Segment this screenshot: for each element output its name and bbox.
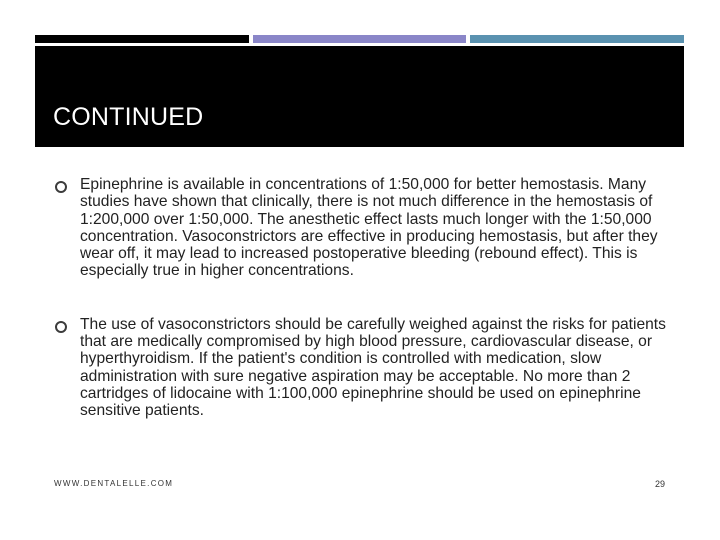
accent-bar-purple <box>253 35 466 43</box>
bullet-item <box>55 176 677 280</box>
slide-title: CONTINUED <box>53 103 204 131</box>
bullet-ring-icon <box>55 181 67 193</box>
accent-bar-teal <box>470 35 684 43</box>
bullet-text: The use of vasoconstrictors should be carefully weighed against the risks for patients that are medically compromised by high blood pressure, cardiovascular disease, or hyperthyroidism. If the patient's condition is controlled with medication, slow administration with sure negative aspiration may be acceptable. No more than 2 cartridges of lidocaine with 1:100,000 epinephrine should be used on epinephrine sensitive patients. <box>80 315 666 420</box>
bullet-ring-icon <box>55 321 67 333</box>
footer-website: WWW.DENTALELLE.COM <box>54 479 174 488</box>
bullet-text: Epinephrine is available in concentrations of 1:50,000 for better hemostasis. Many studies have shown that clinically, there is not much difference in the hemostasis of 1:200,000 over 1:50,000. The anesthetic effect lasts much longer with the 1:50,000 concentration. Vasoconstrictors are effective in producing hemostasis, but after they wear off, it may lead to increased postoperative bleeding (rebound effect). This is especially true in higher concentrations. <box>80 176 658 280</box>
page-number: 29 <box>655 479 666 489</box>
slide-content <box>55 176 677 420</box>
title-band <box>35 46 684 147</box>
bullet-item <box>55 316 677 420</box>
accent-bar-black <box>35 35 249 43</box>
